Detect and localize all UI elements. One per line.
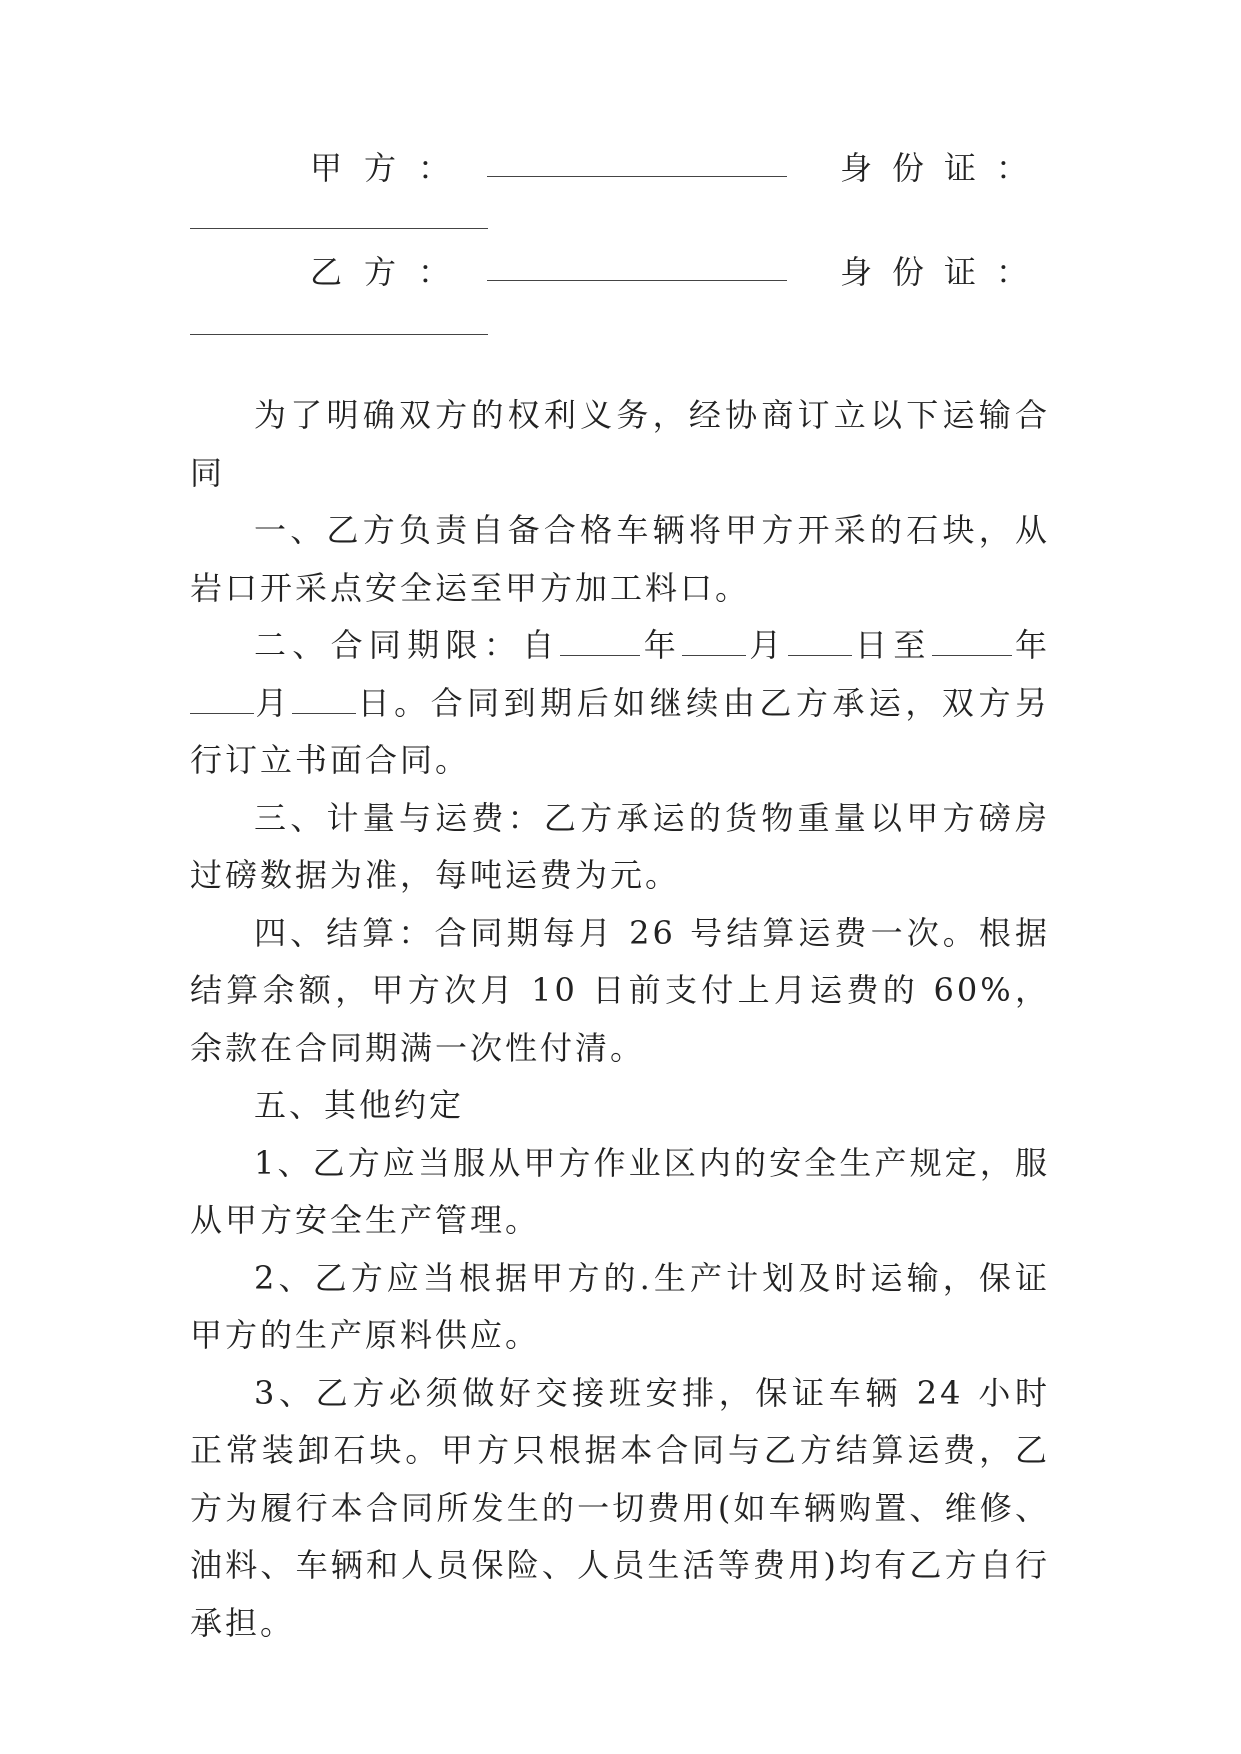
end-day-blank[interactable] bbox=[292, 683, 356, 714]
start-day-blank[interactable] bbox=[788, 625, 852, 656]
clause-1: 一、乙方负责自备合格车辆将甲方开采的石块，从岩口开采点安全运至甲方加工料口。 bbox=[190, 511, 1050, 607]
clause-5-1: 1、乙方应当服从甲方作业区内的安全生产规定，服从甲方安全生产管理。 bbox=[190, 1143, 1050, 1239]
clause-2-year: 年 bbox=[640, 626, 683, 664]
party-b-name-blank[interactable] bbox=[487, 280, 787, 281]
clause-4: 四、结算：合同期每月 26 号结算运费一次。根据结算余额，甲方次月 10 日前支付上月运费的 60%，余款在合同期满一次性付清。 bbox=[190, 913, 1050, 1067]
clause-5-heading: 五、其他约定 bbox=[254, 1086, 465, 1124]
clause-2-month2: 月 bbox=[254, 683, 293, 722]
clause-2-year2: 年 bbox=[1011, 626, 1050, 664]
clause-3: 三、计量与运费：乙方承运的货物重量以甲方磅房过磅数据为准，每吨运费为元。 bbox=[190, 798, 1050, 894]
start-year-blank[interactable] bbox=[560, 625, 640, 656]
party-b-id-label: 身份证： bbox=[840, 253, 1049, 291]
clause-2 bbox=[190, 617, 1050, 790]
clause-2-day-to: 日至 bbox=[851, 626, 932, 664]
party-a-name-blank[interactable] bbox=[487, 176, 787, 177]
end-month-blank-a[interactable] bbox=[190, 683, 254, 714]
party-b-label: 乙方： bbox=[310, 253, 473, 291]
party-b-row bbox=[190, 250, 1050, 294]
clause-5-2: 2、乙方应当根据甲方的.生产计划及时运输，保证甲方的生产原料供应。 bbox=[190, 1258, 1050, 1354]
clause-2-month: 月 bbox=[746, 626, 788, 664]
clause-2-suffix: 日。合同到期后如继续由乙方承运，双方另行订立书面合同。 bbox=[190, 683, 1050, 779]
party-a-id-blank[interactable] bbox=[190, 228, 488, 229]
clause-5-3: 3、乙方必须做好交接班安排，保证车辆 24 小时正常装卸石块。甲方只根据本合同与乙方结算运费，乙方为履行本合同所发生的一切费用(如车辆购置、维修、油料、车辆和人员保险、人员生活等费用)均有乙方自行承担。 bbox=[190, 1373, 1050, 1642]
end-year-blank[interactable] bbox=[932, 625, 1012, 656]
party-a-id-label: 身份证： bbox=[840, 149, 1049, 187]
party-b-id-blank[interactable] bbox=[190, 334, 488, 335]
start-month-blank[interactable] bbox=[682, 625, 746, 656]
contract-body bbox=[190, 387, 1050, 1652]
party-a-row bbox=[190, 146, 1050, 190]
clause-2-prefix: 二、合同期限：自 bbox=[254, 626, 561, 664]
party-a-label: 甲方： bbox=[310, 149, 473, 187]
intro-paragraph: 为了明确双方的权利义务，经协商订立以下运输合同 bbox=[190, 396, 1050, 492]
